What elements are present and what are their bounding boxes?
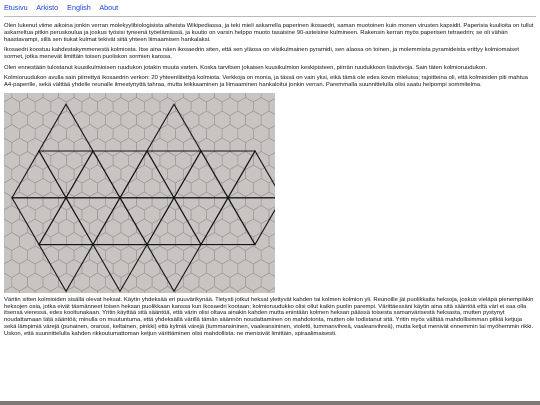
nav-link-etusivu[interactable]: Etusivu bbox=[4, 3, 28, 12]
icosahedron-net-drawing bbox=[4, 93, 275, 293]
nav-link-english[interactable]: English bbox=[67, 3, 91, 12]
nav-link-arkisto[interactable]: Arkisto bbox=[36, 3, 59, 12]
paragraph-4: Kolmioruudukon avulla sain piirrettyä ikosaedrin verkon: 20 yhteenliitettyä kolmiota. Verkkoja on monia, ja tässä on vain yksi, eikä tämä ole edes kovin mieluisa; rajoitteina oli, että kolmioiden piti mahtua A4-paperille, sekä välttää yhdelle reunalle ilmestynyttä tahraa, mutta leikkaaminen ja liimaaminen hankaloitui jonkin verran. Paremmalla suunnittelulla olisi saatu helpompi sommitelma. bbox=[4, 75, 528, 89]
nav-link-about[interactable]: About bbox=[99, 3, 119, 12]
paragraph-1: Olen lukenut viime aikoina jonkin verran molekyylibiologisista aiheista Wikipediassa, ja teki mieli askarrella paperinen ikosaedri, saman muotoinen kuin monen virusten kapsidit. Paperisia kuulioita on tullut askarreltua pitkin peruskoulua ja joskus työsisi tyneenä työelämässä, ja kuutio on varsin helppo muoto tasaisine 90-asteisine kulmineen. Rakensin kerran myös paperisen tetraedrin; se oli vähän haastavampi, sillä sen tiukat kulmat tekivät siitä yhteen liimaamisen hankalaksi. bbox=[4, 23, 534, 43]
icosahedron-net-image bbox=[4, 93, 275, 293]
paper-background bbox=[4, 93, 275, 293]
paragraph-3: Olen ennestään tulostanut kuusikulmioisen ruudukon jotakin muuta varten. Koska tarvitsen jokaisen kuusikulmion keskipisteen, piirrän ruudukkoon lisäviivoja. Sain täten kolmioruudukon. bbox=[4, 64, 487, 71]
second-image-edge bbox=[0, 401, 540, 405]
paragraph-2: Ikosaedri koostuu kahdestakymmenestä kolmiosta. Itse aina näen ikosaedrin siten, että sen yläosa on viisikulmainen pyramidi, sen alaosa on toinen, ja molemmista pyramideista erittyy kolmiomaiset sormet, jotka menevät limittäin toisen puoliskon sormien kanssa. bbox=[4, 47, 520, 61]
paragraph-5: Väritin sitten kolmioiden sisällä olevat heksat. Käytin yhdeksää eri puuvärikynää. Tietysti jotkut heksat ylettyvät kahden tai kolmen kolmion yli. Reunoille jäi puolikkaita heksoja, joskus vieläpä pienempiäkin heksojen osia, jotka eivät täsmänneet toisen heksan puolikkaan kanssa kun ikosaedri kootaan; kolmioruudukko olisi ollut kaikin puolin parempi. Värittäessäni käytin aina sitä sääntöä että väri ei saa olla itsensä vieressä, edes kooltunakaan. Yritin käyttää sitä sääntöä, että värin olisi oltava ainakin kahden mutta enintään kolmen heksan päässä toisesta samanvärisestä heksasta, mutten pystynyt noudattamaan tätä sääntöä; minulla on muutuntuma, että yhdeksällä värillä tämän säännön noudattaminen on mahdotonta, mutten ole todistanut sitä. Yritin myös välttää mahdollisimman pitkiä ketjuja sekä lämpimiä värejä (punainen, oranssi, keltainen, pinkki) että kylmiä värejä (tummansininen, vaaleansininen, violetti, tummanvihreä, vaaleanvihreä), mutta ketjut menivät ennemmin tai myöhemmin rikki. Uskon, että suunnittelulla kahden rikkoutumattoman ketjun värittäminen olisi mahdollista: ne menisivät limittäin, spiraalimaisesti. bbox=[4, 296, 534, 338]
top-navigation bbox=[4, 3, 125, 12]
header-divider bbox=[4, 16, 536, 17]
article-body bbox=[4, 23, 535, 342]
